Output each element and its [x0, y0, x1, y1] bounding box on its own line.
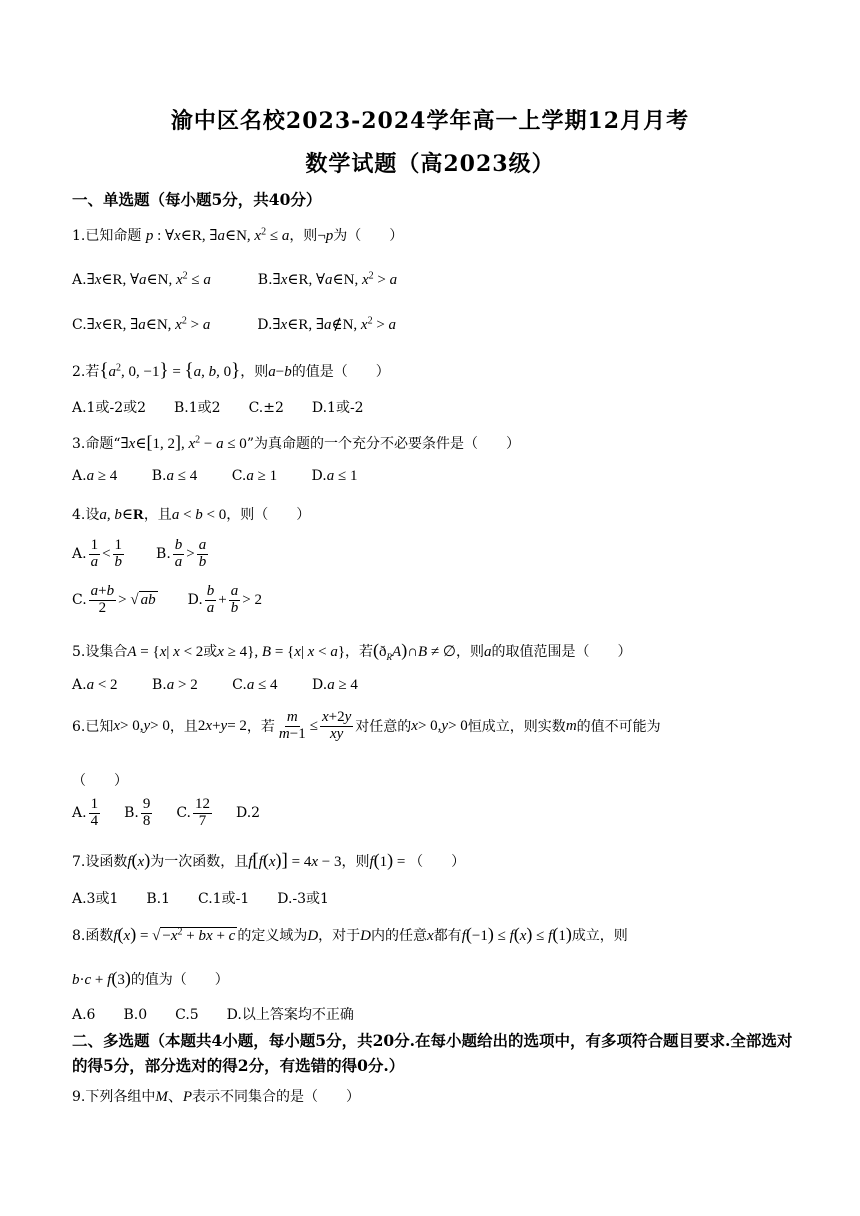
question-3-options: A.a ≥ 4 B.a ≤ 4 C.a ≥ 1 D.a ≤ 1 [72, 468, 358, 484]
question-4: 4.设a, b∈R，且a < b < 0，则（ ） [72, 507, 311, 523]
title-line-1: 渝中区名校2023-2024学年高一上学期12月月考 [170, 108, 690, 134]
section-multiple-choice: 二、多选题（本题共4小题，每小题5分，共20分.在每小题给出的选项中，有多项符合题目要求.全部选对的得5分，部分选对的得2分，有选错的得0分.） [72, 1031, 793, 1075]
question-1-options-cd: C.∃x∈R, ∃a∈N, $x^2 > a$ D.∃x∈R, ∃a∉N, $x^2 > a$ [72, 315, 397, 333]
question-8-options: A.6 B.0 C.5 D.以上答案均不正确 [72, 1007, 354, 1023]
question-6-paren: （ ） [72, 773, 128, 789]
question-6: 6.已知 x > 0, y > 0 ，且 2 x + y = 2 ，若 $\frac{m}{m-1}$ ≤ $\frac{x+2y}{xy}$ 对任意的 x > 0, y > 0 恒成立，则实数 m 的值不可能为 [72, 709, 661, 742]
question-3: 3.命题“∃x∈[1, 2], $x^2 - a \le 0$”为真命题的一个充分不必要条件是（ ） [72, 432, 520, 452]
question-6-options: A. $\frac{1}{4}$ B. $\frac{9}{8}$ C. $\frac{12}{7}$ D.2 [72, 796, 261, 829]
question-7: 7.设函数f(x)为一次函数，且f[f(x)] = 4x − 3，则f(1) = （ ） [72, 850, 466, 871]
question-4-options-cd: C. $\frac{a+b}{2}$ > √ ab D. $\frac{b}{a}$ + $\frac{a}{b}$ > 2 [72, 583, 262, 616]
question-8: 8.函数f(x) = √ $-x^2$ + bx + c 的定义域为D，对于D内的任意x都有f(−1) ≤ f(x) ≤ f(1)成立，则 [72, 924, 628, 944]
question-9: 9.下列各组中M、P表示不同集合的是（ ） [72, 1089, 361, 1105]
section-single-choice: 一、单选题（每小题5分，共40分） [72, 190, 322, 209]
question-4-options-ab: A. $\frac{1}{a}$ < $\frac{1}{b}$ B. $\frac{b}{a}$ > $\frac{a}{b}$ [72, 537, 207, 570]
question-1: 1.已知命题 p : ∀x∈R, ∃a∈N, $x^2 \le a$，则¬p为（ ） [72, 226, 404, 244]
question-5: 5.设集合A = {x| x < 2或x ≥ 4}, B = {x| x < a}，若$(ð_RA)\cap B$ ≠ ∅，则a的取值范围是（ ） [72, 640, 632, 662]
title-line-2: 数学试题（高2023级） [305, 151, 555, 177]
question-2-options: A.1或-2或2 B.1或2 C.±2 D.1或-2 [72, 400, 364, 416]
question-2: 2.若{$a^2$, 0, −1} = {a, b, 0}，则a−b的值是（ ） [72, 360, 390, 381]
question-5-options: A.a < 2 B.a > 2 C.a ≤ 4 D.a ≥ 4 [72, 677, 358, 693]
question-8-line-2: b·c + f(3)的值为（ ） [72, 968, 229, 988]
question-7-options: A.3或1 B.1 C.1或-1 D.-3或1 [72, 891, 329, 907]
question-1-options-ab: A.∃x∈R, ∀a∈N, $x^2 \le a$ B.∃x∈R, ∀a∈N, $x^2 > a$ [72, 270, 398, 288]
